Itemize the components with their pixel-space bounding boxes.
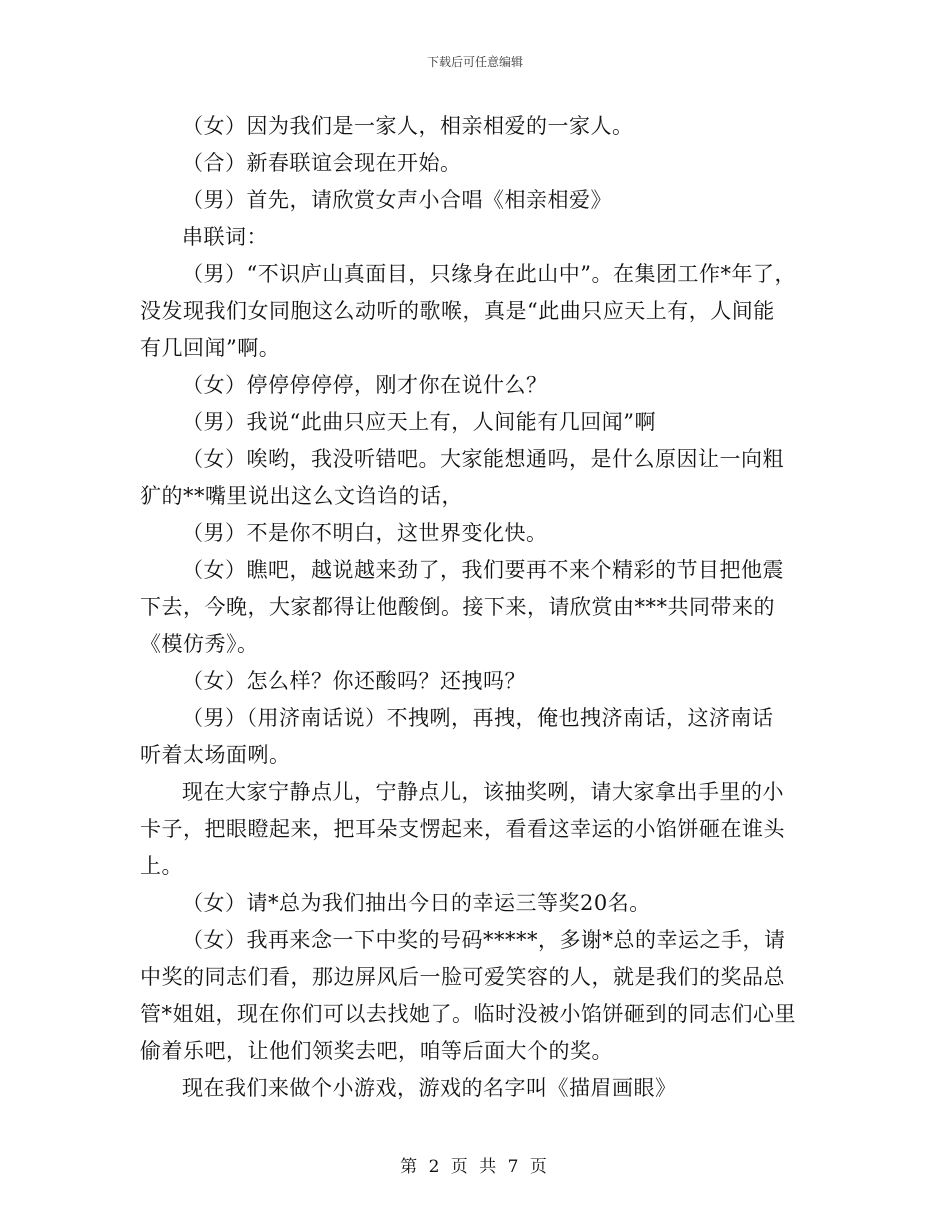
paragraph-line: 现在大家宁静点儿，宁静点儿，该抽奖咧，请大家拿出手里的小 <box>182 780 784 804</box>
paragraph-line: （男）我说“此曲只应天上有，人间能有几回闻”啊 <box>182 410 656 434</box>
paragraph-line: 《模仿秀》。 <box>140 632 259 656</box>
paragraph <box>140 108 800 145</box>
paragraph-line: 犷的**嘴里说出这么文诌诌的话， <box>140 484 463 508</box>
paragraph-line: （女）唉哟，我没听错吧。大家能想通吗，是什么原因让一向粗 <box>182 447 784 471</box>
paragraph <box>140 774 800 885</box>
paragraph <box>140 700 800 774</box>
paragraph-line: 卡子，把眼瞪起来，把耳朵支愣起来，看看这幸运的小馅饼砸在谁头 <box>140 817 785 841</box>
paragraph <box>140 441 800 515</box>
paragraph-line: （女）停停停停停，刚才你在说什么？ <box>182 373 548 397</box>
paragraph <box>140 922 800 1070</box>
paragraph-line: （男）（用济南话说）不拽咧，再拽，俺也拽济南话，这济南话 <box>182 706 774 730</box>
header-note: 下载后可任意编辑 <box>426 55 523 69</box>
paragraph-line: （女）因为我们是一家人，相亲相爱的一家人。 <box>182 114 634 138</box>
paragraph <box>140 552 800 663</box>
paragraph-line: （男）“不识庐山真面目，只缘身在此山中”。在集团工作*年了， <box>182 262 796 286</box>
paragraph-line: （女）瞧吧，越说越来劲了，我们要再不来个精彩的节目把他震 <box>182 558 784 582</box>
paragraph-line: 串联词： <box>182 225 268 249</box>
paragraph <box>140 256 800 367</box>
paragraph <box>140 219 800 256</box>
paragraph-line: 中奖的同志们看，那边屏风后一脸可爱笑容的人，就是我们的奖品总 <box>140 965 785 989</box>
paragraph-line: 有几回闻”啊。 <box>140 336 281 360</box>
paragraph-line: 下去，今晚，大家都得让他酸倒。接下来，请欣赏由***共同带来的 <box>140 595 775 619</box>
paragraph-line: 偷着乐吧，让他们领奖去吧，咱等后面大个的奖。 <box>140 1039 613 1063</box>
paragraph-line: （合）新春联谊会现在开始。 <box>182 151 462 175</box>
paragraph <box>140 404 800 441</box>
paragraph <box>140 145 800 182</box>
paragraph-line: 没发现我们女同胞这么动听的歌喉，真是“此曲只应天上有，人间能 <box>140 299 775 323</box>
paragraph-line: 上。 <box>140 854 183 878</box>
paragraph-line: （男）不是你不明白，这世界变化快。 <box>182 521 548 545</box>
paragraph-line: 听着太场面咧。 <box>140 743 291 767</box>
paragraph-line: 现在我们来做个小游戏，游戏的名字叫《描眉画眼》 <box>182 1076 677 1100</box>
paragraph-line: （女）怎么样？你还酸吗？还拽吗？ <box>182 669 526 693</box>
paragraph <box>140 663 800 700</box>
paragraph <box>140 367 800 404</box>
paragraph-line: （男）首先，请欣赏女声小合唱《相亲相爱》 <box>182 188 612 212</box>
paragraph-line: 管*姐姐，现在你们可以去找她了。临时没被小馅饼砸到的同志们心里 <box>140 1002 796 1026</box>
paragraph-line: （女）请*总为我们抽出今日的幸运三等奖20名。 <box>182 891 651 915</box>
paragraph <box>140 515 800 552</box>
paragraph-line: （女）我再来念一下中奖的号码*****，多谢*总的幸运之手，请 <box>182 928 786 952</box>
paragraph <box>140 182 800 219</box>
document-body <box>140 108 800 1107</box>
page-number: 第 2 页 共 7 页 <box>400 1157 550 1177</box>
paragraph <box>140 1070 800 1107</box>
paragraph <box>140 885 800 922</box>
